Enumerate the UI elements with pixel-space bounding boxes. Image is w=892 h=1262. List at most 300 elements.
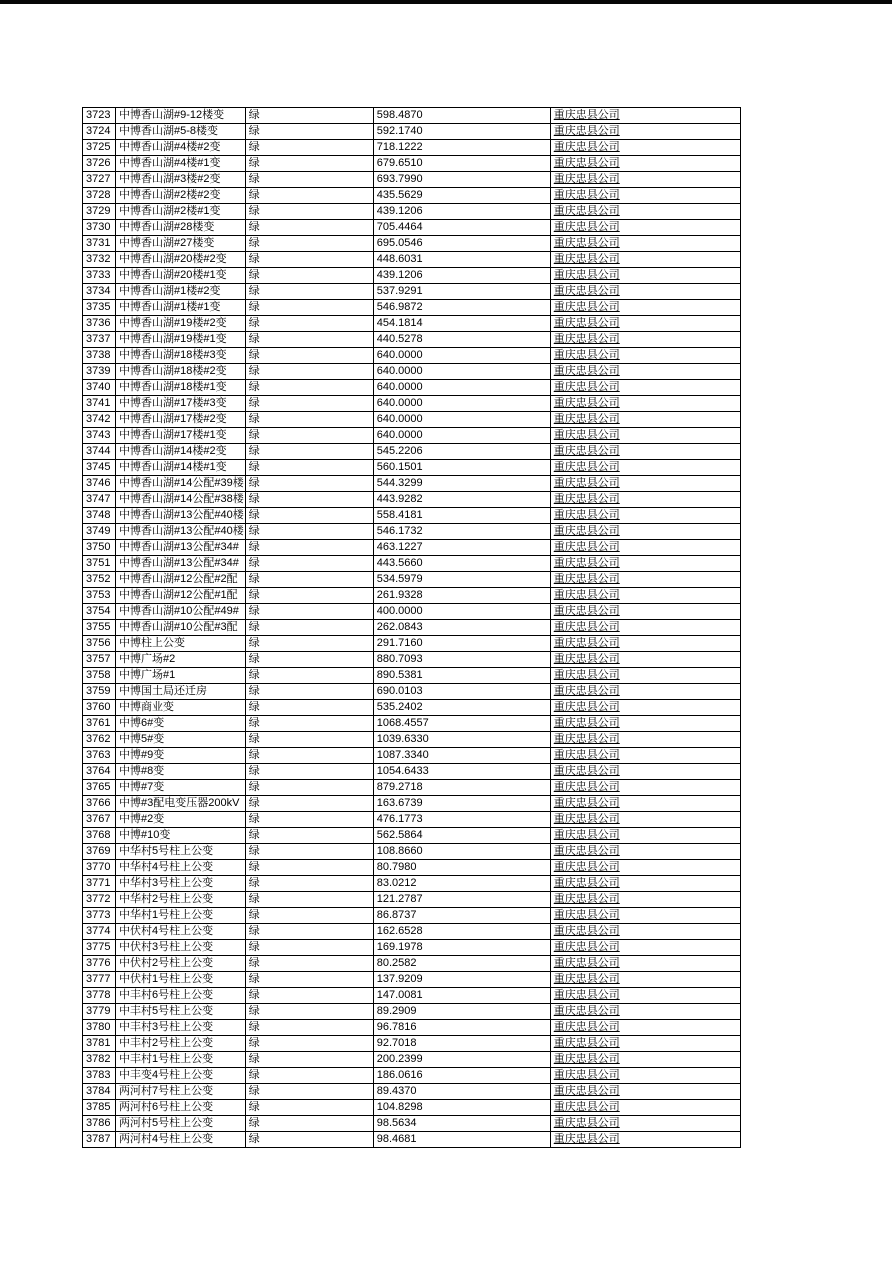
device-name-cell: 中博香山湖#2楼#2变 <box>116 188 246 204</box>
status-cell: 绿 <box>245 972 373 988</box>
value-cell: 640.0000 <box>373 428 550 444</box>
company-link-cell[interactable]: 重庆忠县公司 <box>550 700 740 716</box>
value-cell: 534.5979 <box>373 572 550 588</box>
row-id-cell: 3786 <box>83 1116 116 1132</box>
company-link-cell[interactable]: 重庆忠县公司 <box>550 524 740 540</box>
device-name-cell: 中博香山湖#18楼#2变 <box>116 364 246 380</box>
value-cell: 98.4681 <box>373 1132 550 1148</box>
table-row <box>83 588 741 604</box>
table-row <box>83 668 741 684</box>
table-row <box>83 1068 741 1084</box>
row-id-cell: 3773 <box>83 908 116 924</box>
company-link-cell[interactable]: 重庆忠县公司 <box>550 204 740 220</box>
device-name-cell: 中博香山湖#10公配#49# <box>116 604 246 620</box>
device-name-cell: 中博香山湖#27楼变 <box>116 236 246 252</box>
value-cell: 440.5278 <box>373 332 550 348</box>
device-name-cell: 中博香山湖#13公配#34# <box>116 556 246 572</box>
status-cell: 绿 <box>245 300 373 316</box>
device-name-cell: 中华村1号柱上公变 <box>116 908 246 924</box>
company-link-cell[interactable]: 重庆忠县公司 <box>550 108 740 124</box>
value-cell: 640.0000 <box>373 348 550 364</box>
table-row <box>83 860 741 876</box>
table-row <box>83 1084 741 1100</box>
company-link-cell[interactable]: 重庆忠县公司 <box>550 1132 740 1148</box>
company-link-cell[interactable]: 重庆忠县公司 <box>550 716 740 732</box>
device-name-cell: 两河村6号柱上公变 <box>116 1100 246 1116</box>
company-link-cell[interactable]: 重庆忠县公司 <box>550 364 740 380</box>
value-cell: 1068.4557 <box>373 716 550 732</box>
company-link-cell[interactable]: 重庆忠县公司 <box>550 236 740 252</box>
status-cell: 绿 <box>245 540 373 556</box>
table-row <box>83 780 741 796</box>
device-name-cell: 中丰村1号柱上公变 <box>116 1052 246 1068</box>
table-row <box>83 748 741 764</box>
device-name-cell: 中华村4号柱上公变 <box>116 860 246 876</box>
table-row <box>83 492 741 508</box>
device-name-cell: 中博#3配电变压器200kV <box>116 796 246 812</box>
value-cell: 718.1222 <box>373 140 550 156</box>
status-cell: 绿 <box>245 764 373 780</box>
row-id-cell: 3748 <box>83 508 116 524</box>
row-id-cell: 3730 <box>83 220 116 236</box>
company-link-cell[interactable]: 重庆忠县公司 <box>550 924 740 940</box>
table-row <box>83 892 741 908</box>
device-name-cell: 中博柱上公变 <box>116 636 246 652</box>
value-cell: 640.0000 <box>373 412 550 428</box>
company-link-cell[interactable]: 重庆忠县公司 <box>550 300 740 316</box>
device-name-cell: 中博广场#1 <box>116 668 246 684</box>
value-cell: 562.5864 <box>373 828 550 844</box>
company-link-cell[interactable]: 重庆忠县公司 <box>550 1084 740 1100</box>
table-row <box>83 268 741 284</box>
company-link-cell[interactable]: 重庆忠县公司 <box>550 876 740 892</box>
status-cell: 绿 <box>245 524 373 540</box>
status-cell: 绿 <box>245 284 373 300</box>
value-cell: 544.3299 <box>373 476 550 492</box>
value-cell: 1039.6330 <box>373 732 550 748</box>
company-link-cell[interactable]: 重庆忠县公司 <box>550 444 740 460</box>
device-name-cell: 两河村5号柱上公变 <box>116 1116 246 1132</box>
row-id-cell: 3780 <box>83 1020 116 1036</box>
status-cell: 绿 <box>245 508 373 524</box>
value-cell: 443.9282 <box>373 492 550 508</box>
row-id-cell: 3725 <box>83 140 116 156</box>
company-link-cell[interactable]: 重庆忠县公司 <box>550 988 740 1004</box>
company-link-cell[interactable]: 重庆忠县公司 <box>550 684 740 700</box>
row-id-cell: 3756 <box>83 636 116 652</box>
table-row <box>83 508 741 524</box>
status-cell: 绿 <box>245 1036 373 1052</box>
table-row <box>83 604 741 620</box>
device-name-cell: 中博香山湖#1楼#1变 <box>116 300 246 316</box>
status-cell: 绿 <box>245 108 373 124</box>
status-cell: 绿 <box>245 796 373 812</box>
value-cell: 546.1732 <box>373 524 550 540</box>
row-id-cell: 3772 <box>83 892 116 908</box>
company-link-cell[interactable]: 重庆忠县公司 <box>550 1068 740 1084</box>
row-id-cell: 3784 <box>83 1084 116 1100</box>
status-cell: 绿 <box>245 332 373 348</box>
value-cell: 96.7816 <box>373 1020 550 1036</box>
company-link-cell[interactable]: 重庆忠县公司 <box>550 940 740 956</box>
company-link-cell[interactable]: 重庆忠县公司 <box>550 636 740 652</box>
table-row <box>83 140 741 156</box>
status-cell: 绿 <box>245 876 373 892</box>
company-link-cell[interactable]: 重庆忠县公司 <box>550 460 740 476</box>
status-cell: 绿 <box>245 732 373 748</box>
company-link-cell[interactable]: 重庆忠县公司 <box>550 284 740 300</box>
row-id-cell: 3749 <box>83 524 116 540</box>
device-name-cell: 中博香山湖#14公配#39楼 <box>116 476 246 492</box>
row-id-cell: 3740 <box>83 380 116 396</box>
device-name-cell: 中博香山湖#20楼#2变 <box>116 252 246 268</box>
device-name-cell: 中博香山湖#14楼#1变 <box>116 460 246 476</box>
row-id-cell: 3766 <box>83 796 116 812</box>
company-link-cell[interactable]: 重庆忠县公司 <box>550 380 740 396</box>
table-row <box>83 540 741 556</box>
row-id-cell: 3742 <box>83 412 116 428</box>
status-cell: 绿 <box>245 124 373 140</box>
value-cell: 705.4464 <box>373 220 550 236</box>
table-row <box>83 684 741 700</box>
company-link-cell[interactable]: 重庆忠县公司 <box>550 908 740 924</box>
device-name-cell: 中博#7变 <box>116 780 246 796</box>
company-link-cell[interactable]: 重庆忠县公司 <box>550 268 740 284</box>
device-name-cell: 中博香山湖#19楼#2变 <box>116 316 246 332</box>
value-cell: 83.0212 <box>373 876 550 892</box>
row-id-cell: 3755 <box>83 620 116 636</box>
status-cell: 绿 <box>245 572 373 588</box>
value-cell: 640.0000 <box>373 380 550 396</box>
row-id-cell: 3731 <box>83 236 116 252</box>
table-row <box>83 796 741 812</box>
status-cell: 绿 <box>245 1132 373 1148</box>
device-name-cell: 中博商业变 <box>116 700 246 716</box>
value-cell: 89.4370 <box>373 1084 550 1100</box>
company-link-cell[interactable]: 重庆忠县公司 <box>550 572 740 588</box>
company-link-cell[interactable]: 重庆忠县公司 <box>550 1020 740 1036</box>
table-row <box>83 844 741 860</box>
status-cell: 绿 <box>245 428 373 444</box>
row-id-cell: 3726 <box>83 156 116 172</box>
device-name-cell: 中博香山湖#10公配#3配 <box>116 620 246 636</box>
device-name-cell: 中博香山湖#20楼#1变 <box>116 268 246 284</box>
table-row <box>83 380 741 396</box>
status-cell: 绿 <box>245 252 373 268</box>
row-id-cell: 3787 <box>83 1132 116 1148</box>
value-cell: 890.5381 <box>373 668 550 684</box>
company-link-cell[interactable]: 重庆忠县公司 <box>550 316 740 332</box>
company-link-cell[interactable]: 重庆忠县公司 <box>550 668 740 684</box>
status-cell: 绿 <box>245 1052 373 1068</box>
table-row <box>83 972 741 988</box>
value-cell: 147.0081 <box>373 988 550 1004</box>
table-row <box>83 428 741 444</box>
table-row <box>83 764 741 780</box>
row-id-cell: 3735 <box>83 300 116 316</box>
company-link-cell[interactable]: 重庆忠县公司 <box>550 220 740 236</box>
company-link-cell[interactable]: 重庆忠县公司 <box>550 620 740 636</box>
company-link-cell[interactable]: 重庆忠县公司 <box>550 828 740 844</box>
company-link-cell[interactable]: 重庆忠县公司 <box>550 652 740 668</box>
row-id-cell: 3753 <box>83 588 116 604</box>
value-cell: 186.0616 <box>373 1068 550 1084</box>
row-id-cell: 3744 <box>83 444 116 460</box>
device-name-cell: 中博香山湖#17楼#3变 <box>116 396 246 412</box>
table-row <box>83 1100 741 1116</box>
device-name-cell: 中博广场#2 <box>116 652 246 668</box>
row-id-cell: 3779 <box>83 1004 116 1020</box>
table-row <box>83 172 741 188</box>
device-name-cell: 中博6#变 <box>116 716 246 732</box>
device-name-cell: 中博香山湖#18楼#3变 <box>116 348 246 364</box>
company-link-cell[interactable]: 重庆忠县公司 <box>550 508 740 524</box>
table-row <box>83 732 741 748</box>
row-id-cell: 3728 <box>83 188 116 204</box>
value-cell: 679.6510 <box>373 156 550 172</box>
status-cell: 绿 <box>245 316 373 332</box>
status-cell: 绿 <box>245 668 373 684</box>
company-link-cell[interactable]: 重庆忠县公司 <box>550 732 740 748</box>
company-link-cell[interactable]: 重庆忠县公司 <box>550 588 740 604</box>
device-name-cell: 中博香山湖#18楼#1变 <box>116 380 246 396</box>
row-id-cell: 3751 <box>83 556 116 572</box>
company-link-cell[interactable]: 重庆忠县公司 <box>550 1116 740 1132</box>
company-link-cell[interactable]: 重庆忠县公司 <box>550 140 740 156</box>
table-row <box>83 572 741 588</box>
row-id-cell: 3746 <box>83 476 116 492</box>
table-row <box>83 316 741 332</box>
row-id-cell: 3761 <box>83 716 116 732</box>
status-cell: 绿 <box>245 396 373 412</box>
row-id-cell: 3737 <box>83 332 116 348</box>
row-id-cell: 3768 <box>83 828 116 844</box>
company-link-cell[interactable]: 重庆忠县公司 <box>550 1052 740 1068</box>
company-link-cell[interactable]: 重庆忠县公司 <box>550 748 740 764</box>
company-link-cell[interactable]: 重庆忠县公司 <box>550 956 740 972</box>
table-row <box>83 476 741 492</box>
row-id-cell: 3733 <box>83 268 116 284</box>
value-cell: 640.0000 <box>373 396 550 412</box>
row-id-cell: 3778 <box>83 988 116 1004</box>
company-link-cell[interactable]: 重庆忠县公司 <box>550 492 740 508</box>
device-name-cell: 中博#9变 <box>116 748 246 764</box>
company-link-cell[interactable]: 重庆忠县公司 <box>550 124 740 140</box>
value-cell: 1054.6433 <box>373 764 550 780</box>
device-name-cell: 中华村3号柱上公变 <box>116 876 246 892</box>
status-cell: 绿 <box>245 412 373 428</box>
company-link-cell[interactable]: 重庆忠县公司 <box>550 156 740 172</box>
row-id-cell: 3785 <box>83 1100 116 1116</box>
company-link-cell[interactable]: 重庆忠县公司 <box>550 604 740 620</box>
row-id-cell: 3774 <box>83 924 116 940</box>
value-cell: 98.5634 <box>373 1116 550 1132</box>
row-id-cell: 3745 <box>83 460 116 476</box>
row-id-cell: 3762 <box>83 732 116 748</box>
device-name-cell: 中博国土局还迁房 <box>116 684 246 700</box>
value-cell: 476.1773 <box>373 812 550 828</box>
value-cell: 200.2399 <box>373 1052 550 1068</box>
status-cell: 绿 <box>245 460 373 476</box>
value-cell: 137.9209 <box>373 972 550 988</box>
table-row <box>83 1116 741 1132</box>
status-cell: 绿 <box>245 604 373 620</box>
value-cell: 89.2909 <box>373 1004 550 1020</box>
company-link-cell[interactable]: 重庆忠县公司 <box>550 252 740 268</box>
status-cell: 绿 <box>245 940 373 956</box>
table-row <box>83 1052 741 1068</box>
row-id-cell: 3723 <box>83 108 116 124</box>
table-row <box>83 204 741 220</box>
device-name-cell: 中博香山湖#9-12楼变 <box>116 108 246 124</box>
company-link-cell[interactable]: 重庆忠县公司 <box>550 796 740 812</box>
company-link-cell[interactable]: 重庆忠县公司 <box>550 812 740 828</box>
table-row <box>83 1020 741 1036</box>
value-cell: 693.7990 <box>373 172 550 188</box>
row-id-cell: 3738 <box>83 348 116 364</box>
table-row <box>83 156 741 172</box>
device-name-cell: 中博香山湖#5-8楼变 <box>116 124 246 140</box>
value-cell: 291.7160 <box>373 636 550 652</box>
company-link-cell[interactable]: 重庆忠县公司 <box>550 764 740 780</box>
status-cell: 绿 <box>245 1116 373 1132</box>
table-row <box>83 988 741 1004</box>
device-name-cell: 中丰村2号柱上公变 <box>116 1036 246 1052</box>
device-name-cell: 中伏村3号柱上公变 <box>116 940 246 956</box>
company-link-cell[interactable]: 重庆忠县公司 <box>550 396 740 412</box>
row-id-cell: 3734 <box>83 284 116 300</box>
company-link-cell[interactable]: 重庆忠县公司 <box>550 1004 740 1020</box>
table-row <box>83 1132 741 1148</box>
row-id-cell: 3769 <box>83 844 116 860</box>
company-link-cell[interactable]: 重庆忠县公司 <box>550 556 740 572</box>
status-cell: 绿 <box>245 924 373 940</box>
row-id-cell: 3743 <box>83 428 116 444</box>
company-link-cell[interactable]: 重庆忠县公司 <box>550 780 740 796</box>
row-id-cell: 3760 <box>83 700 116 716</box>
table-row <box>83 1036 741 1052</box>
status-cell: 绿 <box>245 268 373 284</box>
table-row <box>83 364 741 380</box>
top-border-bar <box>0 0 892 4</box>
device-name-cell: 中博香山湖#19楼#1变 <box>116 332 246 348</box>
row-id-cell: 3758 <box>83 668 116 684</box>
status-cell: 绿 <box>245 588 373 604</box>
company-link-cell[interactable]: 重庆忠县公司 <box>550 348 740 364</box>
company-link-cell[interactable]: 重庆忠县公司 <box>550 860 740 876</box>
status-cell: 绿 <box>245 636 373 652</box>
device-name-cell: 中丰变4号柱上公变 <box>116 1068 246 1084</box>
row-id-cell: 3729 <box>83 204 116 220</box>
value-cell: 439.1206 <box>373 204 550 220</box>
status-cell: 绿 <box>245 892 373 908</box>
company-link-cell[interactable]: 重庆忠县公司 <box>550 172 740 188</box>
value-cell: 443.5660 <box>373 556 550 572</box>
value-cell: 108.8660 <box>373 844 550 860</box>
table-row <box>83 636 741 652</box>
row-id-cell: 3781 <box>83 1036 116 1052</box>
value-cell: 121.2787 <box>373 892 550 908</box>
table-row <box>83 652 741 668</box>
value-cell: 262.0843 <box>373 620 550 636</box>
company-link-cell[interactable]: 重庆忠县公司 <box>550 428 740 444</box>
row-id-cell: 3757 <box>83 652 116 668</box>
spreadsheet-table <box>82 107 741 1148</box>
table-row <box>83 236 741 252</box>
value-cell: 169.1978 <box>373 940 550 956</box>
value-cell: 598.4870 <box>373 108 550 124</box>
device-name-cell: 中博#8变 <box>116 764 246 780</box>
value-cell: 448.6031 <box>373 252 550 268</box>
table-row <box>83 1004 741 1020</box>
device-name-cell: 中丰村6号柱上公变 <box>116 988 246 1004</box>
status-cell: 绿 <box>245 236 373 252</box>
status-cell: 绿 <box>245 908 373 924</box>
row-id-cell: 3783 <box>83 1068 116 1084</box>
status-cell: 绿 <box>245 1068 373 1084</box>
value-cell: 439.1206 <box>373 268 550 284</box>
value-cell: 400.0000 <box>373 604 550 620</box>
table-row <box>83 460 741 476</box>
status-cell: 绿 <box>245 220 373 236</box>
status-cell: 绿 <box>245 780 373 796</box>
table-row <box>83 876 741 892</box>
device-name-cell: 中博香山湖#28楼变 <box>116 220 246 236</box>
device-name-cell: 中博香山湖#1楼#2变 <box>116 284 246 300</box>
company-link-cell[interactable]: 重庆忠县公司 <box>550 972 740 988</box>
status-cell: 绿 <box>245 1084 373 1100</box>
status-cell: 绿 <box>245 204 373 220</box>
company-link-cell[interactable]: 重庆忠县公司 <box>550 1036 740 1052</box>
device-name-cell: 中博#10变 <box>116 828 246 844</box>
company-link-cell[interactable]: 重庆忠县公司 <box>550 412 740 428</box>
device-name-cell: 中博香山湖#14楼#2变 <box>116 444 246 460</box>
table-row <box>83 332 741 348</box>
company-link-cell[interactable]: 重庆忠县公司 <box>550 540 740 556</box>
status-cell: 绿 <box>245 684 373 700</box>
row-id-cell: 3777 <box>83 972 116 988</box>
value-cell: 261.9328 <box>373 588 550 604</box>
company-link-cell[interactable]: 重庆忠县公司 <box>550 1100 740 1116</box>
table-row <box>83 828 741 844</box>
row-id-cell: 3776 <box>83 956 116 972</box>
status-cell: 绿 <box>245 156 373 172</box>
value-cell: 880.7093 <box>373 652 550 668</box>
device-name-cell: 中博香山湖#17楼#2变 <box>116 412 246 428</box>
status-cell: 绿 <box>245 556 373 572</box>
status-cell: 绿 <box>245 716 373 732</box>
company-link-cell[interactable]: 重庆忠县公司 <box>550 188 740 204</box>
device-name-cell: 中博香山湖#17楼#1变 <box>116 428 246 444</box>
status-cell: 绿 <box>245 844 373 860</box>
status-cell: 绿 <box>245 988 373 1004</box>
company-link-cell[interactable]: 重庆忠县公司 <box>550 332 740 348</box>
company-link-cell[interactable]: 重庆忠县公司 <box>550 892 740 908</box>
status-cell: 绿 <box>245 492 373 508</box>
row-id-cell: 3736 <box>83 316 116 332</box>
table-body <box>83 108 741 1148</box>
status-cell: 绿 <box>245 1100 373 1116</box>
value-cell: 92.7018 <box>373 1036 550 1052</box>
row-id-cell: 3747 <box>83 492 116 508</box>
value-cell: 558.4181 <box>373 508 550 524</box>
table-row <box>83 220 741 236</box>
value-cell: 80.7980 <box>373 860 550 876</box>
status-cell: 绿 <box>245 828 373 844</box>
company-link-cell[interactable]: 重庆忠县公司 <box>550 476 740 492</box>
row-id-cell: 3765 <box>83 780 116 796</box>
company-link-cell[interactable]: 重庆忠县公司 <box>550 844 740 860</box>
